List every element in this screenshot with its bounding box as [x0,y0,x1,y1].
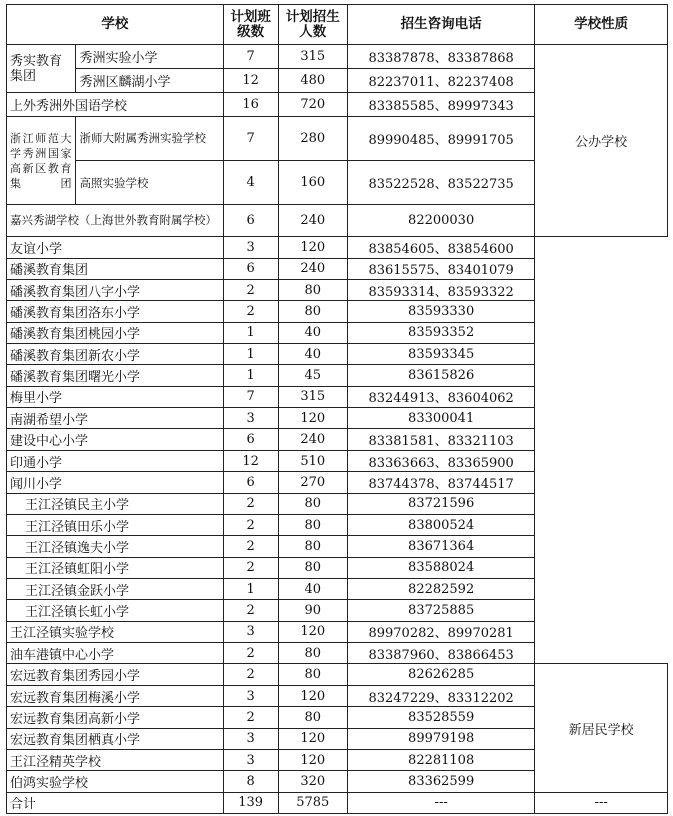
table-row [7,365,668,386]
school-name: 王江泾镇实验学校 [7,621,224,642]
students-cell: 315 [278,45,347,69]
total-phone: --- [347,792,534,813]
students-cell: 315 [278,386,347,407]
school-name: 磻溪教育集团新农小学 [7,344,224,365]
classes-cell: 4 [223,161,278,205]
school-name: 王江泾镇逸夫小学 [7,536,224,557]
group-name-zhengshi: 浙江师范大学秀洲国家高新区教育集团 [7,117,76,205]
classes-cell: 3 [223,749,278,770]
table-row [7,536,668,557]
phone-cell: 83725885 [347,600,534,621]
nature-public: 公办学校 [535,45,668,237]
students-cell: 40 [278,579,347,600]
school-name: 宏远教育集团秀园小学 [7,664,224,685]
phone-cell: 83387960、83866453 [347,643,534,664]
table-row [7,621,668,642]
students-cell: 120 [278,685,347,706]
phone-cell: 83615575、83401079 [347,258,534,279]
table-row [7,237,668,258]
school-name: 宏远教育集团栖真小学 [7,728,224,749]
phone-cell: 83363663、83365900 [347,450,534,471]
classes-cell: 6 [223,429,278,450]
total-label: 合计 [7,792,224,813]
classes-cell: 3 [223,408,278,429]
classes-cell: 1 [223,344,278,365]
total-row [7,792,668,813]
students-cell: 80 [278,536,347,557]
table-row [7,472,668,493]
school-name: 磻溪教育集团曙光小学 [7,365,224,386]
school-name: 王江泾镇金跃小学 [7,579,224,600]
classes-cell: 3 [223,237,278,258]
students-cell: 240 [278,429,347,450]
school-name: 南湖希望小学 [7,408,224,429]
classes-cell: 12 [223,450,278,471]
students-cell: 270 [278,472,347,493]
phone-cell: 83362599 [347,771,534,792]
classes-cell: 6 [223,258,278,279]
phone-cell: 83721596 [347,493,534,514]
phone-cell: 83593314、83593322 [347,279,534,300]
classes-cell: 2 [223,514,278,535]
school-name: 闻川小学 [7,472,224,493]
table-row [7,514,668,535]
header-phone: 招生咨询电话 [347,5,534,45]
school-name: 印通小学 [7,450,224,471]
phone-cell: 83588024 [347,557,534,578]
table-row [7,344,668,365]
students-cell: 40 [278,322,347,343]
students-cell: 240 [278,205,347,237]
classes-cell: 2 [223,557,278,578]
classes-cell: 2 [223,664,278,685]
table-row [7,45,668,69]
header-school: 学校 [7,5,224,45]
classes-cell: 7 [223,386,278,407]
school-name: 上外秀洲外国语学校 [7,93,224,117]
school-name: 秀洲实验小学 [76,45,223,69]
classes-cell: 2 [223,643,278,664]
classes-cell: 6 [223,205,278,237]
phone-cell: 83593352 [347,322,534,343]
school-name: 建设中心小学 [7,429,224,450]
school-name: 王江泾镇民主小学 [7,493,224,514]
students-cell: 720 [278,93,347,117]
table-row [7,301,668,322]
students-cell: 280 [278,117,347,161]
table-row [7,579,668,600]
classes-cell: 8 [223,771,278,792]
students-cell: 480 [278,69,347,93]
school-name: 嘉兴秀湖学校（上海世外教育附属学校） [7,205,224,237]
total-nature: --- [535,792,668,813]
table-row [7,493,668,514]
classes-cell: 1 [223,322,278,343]
classes-cell: 1 [223,365,278,386]
phone-cell: 83522528、83522735 [347,161,534,205]
phone-cell: 82237011、82237408 [347,69,534,93]
students-cell: 120 [278,749,347,770]
classes-cell: 2 [223,600,278,621]
classes-cell: 7 [223,117,278,161]
school-name: 浙师大附属秀洲实验学校 [76,117,223,161]
students-cell: 80 [278,301,347,322]
phone-cell: 83528559 [347,707,534,728]
phone-cell: 83381581、83321103 [347,429,534,450]
classes-cell: 12 [223,69,278,93]
students-cell: 80 [278,514,347,535]
students-cell: 80 [278,493,347,514]
school-name: 高照实验学校 [76,161,223,205]
table-row [7,279,668,300]
classes-cell: 3 [223,685,278,706]
phone-cell: 83244913、83604062 [347,386,534,407]
phone-cell: 89990485、89991705 [347,117,534,161]
phone-cell: 83593345 [347,344,534,365]
school-name: 梅里小学 [7,386,224,407]
school-name: 磻溪教育集团桃园小学 [7,322,224,343]
phone-cell: 83593330 [347,301,534,322]
school-name: 秀洲区麟湖小学 [76,69,223,93]
table-row [7,664,668,685]
header-row [7,5,668,45]
phone-cell: 89979198 [347,728,534,749]
students-cell: 90 [278,600,347,621]
students-cell: 160 [278,161,347,205]
total-classes: 139 [223,792,278,813]
classes-cell: 7 [223,45,278,69]
classes-cell: 2 [223,279,278,300]
table-row [7,643,668,664]
table-row [7,408,668,429]
phone-cell: 82626285 [347,664,534,685]
table-row [7,386,668,407]
enrollment-table [6,4,668,814]
school-name: 友谊小学 [7,237,224,258]
school-name: 王江泾镇虹阳小学 [7,557,224,578]
students-cell: 120 [278,237,347,258]
classes-cell: 3 [223,621,278,642]
phone-cell: 82200030 [347,205,534,237]
phone-cell: 83247229、83312202 [347,685,534,706]
header-nature: 学校性质 [535,5,668,45]
phone-cell: 83744378、83744517 [347,472,534,493]
classes-cell: 2 [223,536,278,557]
school-name: 磻溪教育集团八字小学 [7,279,224,300]
students-cell: 120 [278,408,347,429]
nature-migrant: 新居民学校 [535,664,668,792]
phone-cell: 82281108 [347,749,534,770]
table-row [7,429,668,450]
students-cell: 510 [278,450,347,471]
phone-cell: 83387878、83387868 [347,45,534,69]
school-name: 伯鸿实验学校 [7,771,224,792]
total-students: 5785 [278,792,347,813]
group-name-xiushi: 秀实教育集团 [7,45,76,93]
table-row [7,258,668,279]
students-cell: 80 [278,557,347,578]
phone-cell: 89970282、89970281 [347,621,534,642]
students-cell: 320 [278,771,347,792]
classes-cell: 2 [223,707,278,728]
phone-cell: 83671364 [347,536,534,557]
school-name: 王江泾精英学校 [7,749,224,770]
students-cell: 80 [278,707,347,728]
phone-cell: 83615826 [347,365,534,386]
header-students: 计划招生人数 [278,5,347,45]
classes-cell: 2 [223,493,278,514]
phone-cell: 82282592 [347,579,534,600]
table-row [7,557,668,578]
students-cell: 80 [278,643,347,664]
phone-cell: 83854605、83854600 [347,237,534,258]
classes-cell: 16 [223,93,278,117]
students-cell: 120 [278,728,347,749]
phone-cell: 83385585、89997343 [347,93,534,117]
phone-cell: 83300041 [347,408,534,429]
school-name: 宏远教育集团梅溪小学 [7,685,224,706]
students-cell: 80 [278,664,347,685]
school-name: 王江泾镇长虹小学 [7,600,224,621]
school-name: 油车港镇中心小学 [7,643,224,664]
phone-cell: 83800524 [347,514,534,535]
classes-cell: 3 [223,728,278,749]
table-row [7,450,668,471]
school-name: 磻溪教育集团 [7,258,224,279]
students-cell: 120 [278,621,347,642]
students-cell: 45 [278,365,347,386]
classes-cell: 6 [223,472,278,493]
header-classes: 计划班级数 [223,5,278,45]
school-name: 王江泾镇田乐小学 [7,514,224,535]
classes-cell: 2 [223,301,278,322]
classes-cell: 1 [223,579,278,600]
school-name: 宏远教育集团高新小学 [7,707,224,728]
table-row [7,600,668,621]
students-cell: 40 [278,344,347,365]
school-name: 磻溪教育集团洛东小学 [7,301,224,322]
students-cell: 80 [278,279,347,300]
students-cell: 240 [278,258,347,279]
table-row [7,322,668,343]
